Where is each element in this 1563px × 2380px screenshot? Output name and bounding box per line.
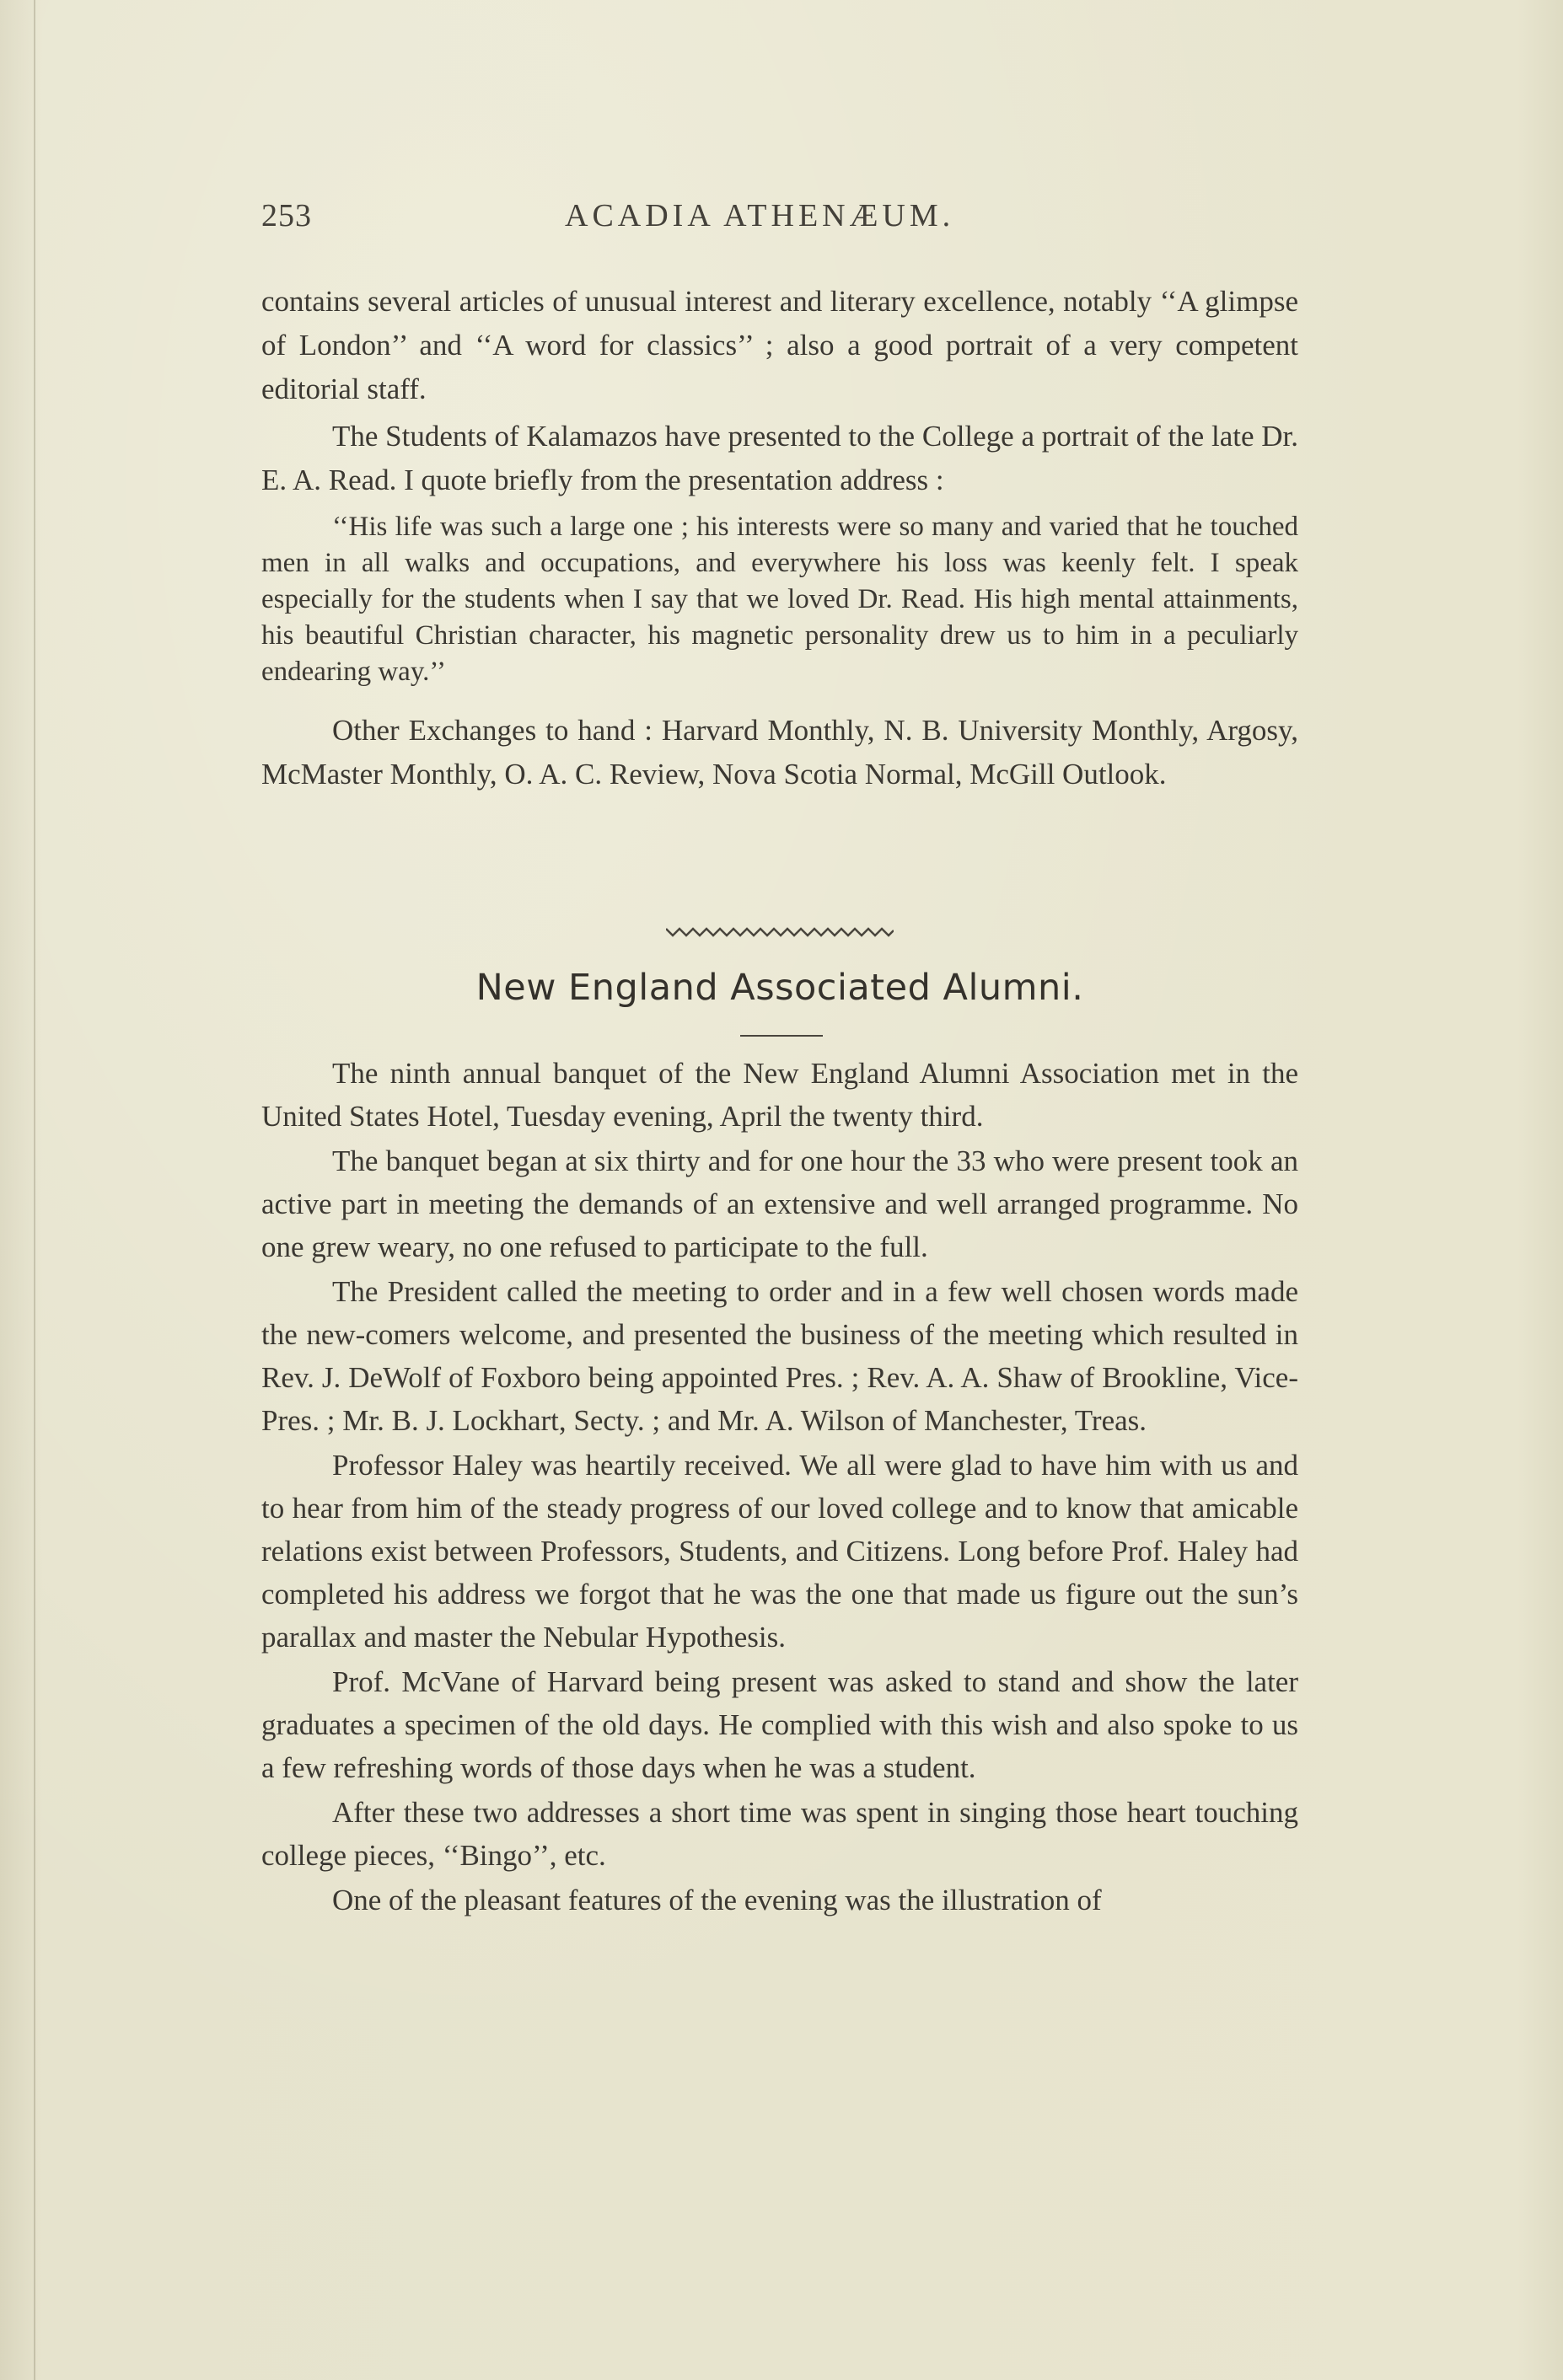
running-title: ACADIA ATHENÆUM. — [565, 198, 955, 233]
paragraph-kalamazoo-portrait: The Students of Kalamazos have presented to the College a portrait of the late Dr. E. A. Read. I quote briefly from the presentation address : — [261, 420, 1298, 496]
article-paragraph: The ninth annual banquet of the New England Alumni Association met in the United States Hotel, Tuesday evening, April the twenty third. — [261, 1057, 1298, 1133]
title-underline-rule — [740, 1035, 823, 1037]
paragraph-exchange-review: contains several articles of unusual interest and literary excellence, notably ‘‘A glimpse of London’’ and ‘‘A word for classics’’ ; also a good portrait of a very competent editorial staff. — [261, 285, 1298, 405]
article-paragraph: Prof. McVane of Harvard being present was asked to stand and show the later graduates a specimen of the old days. He complied with this wish and also spoke to us a few refreshing words of those days when he was a student. — [261, 1665, 1298, 1784]
page-number: 253 — [261, 198, 312, 233]
paragraph-other-exchanges: Other Exchanges to hand : Harvard Monthly, N. B. University Monthly, Argosy, McMaster Monthly, O. A. C. Review, Nova Scotia Normal, McGill Outlook. — [261, 714, 1298, 791]
section-title: New England Associated Alumni. — [475, 967, 1084, 1009]
page-gutter-edge — [34, 0, 35, 2380]
page-header — [261, 197, 1307, 239]
section-divider-ornament — [666, 925, 894, 939]
article-paragraph: After these two addresses a short time was spent in singing those heart touching college pieces, ‘‘Bingo’’, etc. — [261, 1796, 1298, 1872]
article-paragraph: Professor Haley was heartily received. We all were glad to have him with us and to hear from him of the steady progress of our loved college and to know that amicable relations exist between Professors, Students, and Citizens. Long before Prof. Haley had completed his address we forgot that he was the one that made us figure out the sun’s parallax and master the Nebular Hypothesis. — [261, 1449, 1298, 1654]
article-paragraph: The banquet began at six thirty and for one hour the 33 who were present took an active part in meeting the demands of an extensive and well arranged programme. No one grew weary, no one refused to participate to the full. — [261, 1144, 1298, 1263]
alumni-article-body — [261, 1052, 1298, 1923]
article-paragraph: The President called the meeting to order and in a few well chosen words made the new-comers welcome, and presented the business of the meeting which resulted in Rev. J. DeWolf of Foxboro being appointed Pres. ; Rev. A. A. Shaw of Brookline, Vice-Pres. ; Mr. B. J. Lockhart, Secty. ; and Mr. A. Wilson of Manchester, Treas. — [261, 1275, 1298, 1437]
article-paragraph: One of the pleasant features of the evening was the illustration of — [332, 1884, 1102, 1916]
block-quote-presentation-address: ‘‘His life was such a large one ; his interests were so many and varied that he touched men in all walks and occupations, and everywhere his loss was keenly felt. I speak especially for the students when I say that we loved Dr. Read. His high mental attainments, his beautiful Christian character, his magnetic personality drew us to him in a peculiarly endearing way.’’ — [261, 512, 1298, 687]
exchanges-column-text — [261, 280, 1298, 796]
